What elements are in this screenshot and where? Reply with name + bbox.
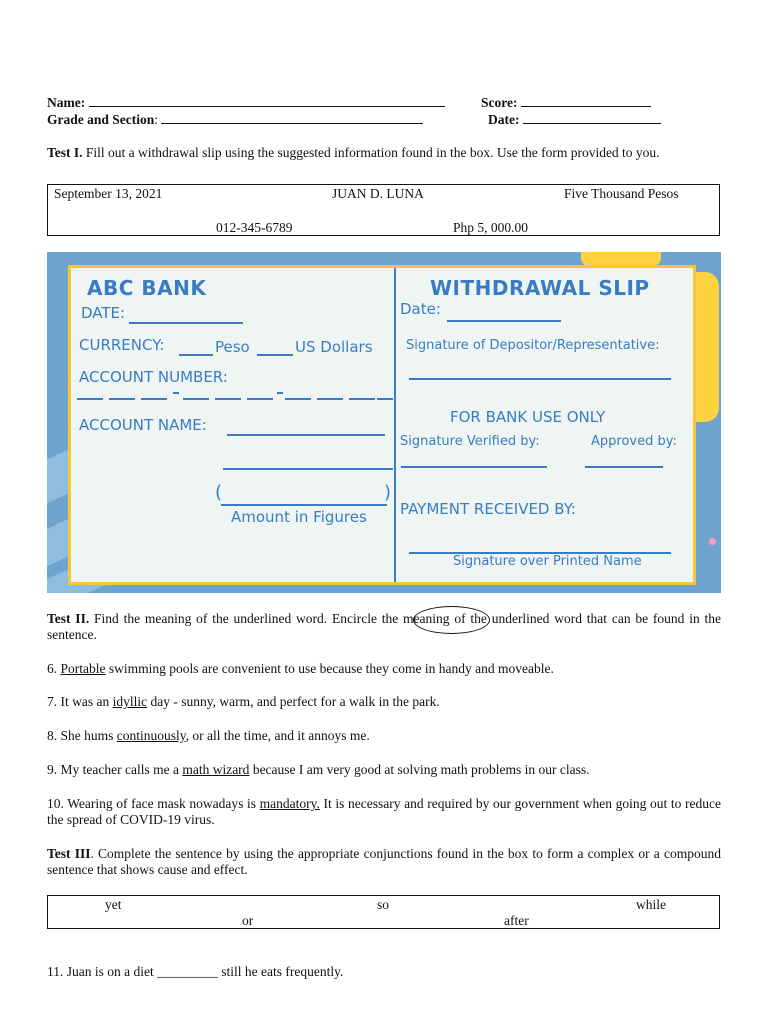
slip-divider [394,268,396,582]
underlined-word: math wizard [182,762,250,777]
test2-heading: Test II. [47,611,90,626]
account-name-line-1[interactable] [227,434,385,436]
slip-date-right-label: Date: [400,300,441,318]
payment-received-label: PAYMENT RECEIVED BY: [400,500,576,518]
currency-label: CURRENCY: [79,336,165,354]
signature-verified-label: Signature Verified by: [400,434,540,449]
date-row [488,111,661,128]
slip-date-right-line[interactable] [447,320,561,322]
currency-peso-blank[interactable] [179,354,213,356]
conjunction-yet: yet [105,897,122,912]
account-number-boxes[interactable] [77,398,393,402]
item-11: 11. Juan is on a diet _________ still he eats frequently. [47,964,344,979]
circled-phrase: the meaning [381,611,450,626]
conjunction-or: or [242,913,254,928]
info-date: September 13, 2021 [54,186,163,201]
approved-by-label: Approved by: [591,434,677,449]
grade-row: Grade and Section: [47,111,423,128]
grade-label: Grade and Section [47,112,155,127]
info-amount-words: Five Thousand Pesos [564,186,679,201]
date-field[interactable] [523,111,661,124]
currency-peso: Peso [215,338,250,356]
test1-instruction: Test I. Fill out a withdrawal slip using the suggested information found in the box. Use the form provided to you. [47,145,660,160]
item-6: 6. Portable swimming pools are convenient to use because they come in handy and moveable. [47,661,554,676]
item-7: 7. It was an idyllic day - sunny, warm, and perfect for a walk in the park. [47,694,440,709]
underlined-word: continuously [116,728,186,743]
score-row [481,94,651,111]
slip-date-left-label: DATE: [81,304,126,322]
account-number-label: ACCOUNT NUMBER: [79,368,228,386]
info-account-number: 012-345-6789 [216,220,293,235]
underlined-word: Portable [60,661,106,676]
underlined-word: mandatory. [259,796,320,811]
account-name-line-2[interactable] [223,468,393,470]
underlined-word: idyllic [112,694,148,709]
slip-date-left-line[interactable] [129,322,243,324]
amount-paren-close: ) [384,482,392,503]
conjunction-after: after [504,913,529,928]
name-field[interactable] [89,94,445,107]
amount-paren-open: ( [215,482,223,503]
grade-field[interactable] [161,111,423,124]
currency-usd: US Dollars [295,338,373,356]
info-amount-figures: Php 5, 000.00 [453,220,529,235]
name-row [47,94,445,111]
withdrawal-slip [68,265,696,585]
test2-instruction: Test II. Find the meaning of the underlined word. Encircle the meaning of the underlined word that can be found in the sentence. [47,611,722,642]
item-9: 9. My teacher calls me a math wizard because I am very good at solving math problems in our class. [47,762,590,777]
name-label: Name: [47,95,86,110]
example-circle [413,606,490,634]
info-name: JUAN D. LUNA [332,186,424,201]
signature-verified-line[interactable] [401,466,547,468]
slip-title: WITHDRAWAL SLIP [430,276,650,300]
conjunction-so: so [377,897,390,912]
item-10: 10. Wearing of face mask nowadays is mandatory. It is necessary and required by our government when going out to reduce the spread of COVID-19 virus. [47,796,721,827]
test3-heading: Test III [47,846,91,861]
info-box [47,184,720,236]
score-field[interactable] [521,94,651,107]
bank-name: ABC BANK [87,276,207,300]
signature-depositor-label: Signature of Depositor/Representative: [406,338,660,353]
bank-use-heading: FOR BANK USE ONLY [450,408,606,426]
signature-printed-label: Signature over Printed Name [453,554,642,569]
conjunction-while: while [636,897,666,912]
score-label: Score: [481,95,518,110]
item-8: 8. She hums continuously, or all the time, and it annoys me. [47,728,370,743]
test3-instruction: Test III. Complete the sentence by using the appropriate conjunctions found in the box to form a complex or a compound sentence that shows cause and effect. [47,846,721,877]
currency-usd-blank[interactable] [257,354,293,356]
account-name-label: ACCOUNT NAME: [79,416,207,434]
amount-figures-label: Amount in Figures [231,508,367,526]
test1-heading: Test I. [47,145,83,160]
conjunction-box [47,895,720,929]
amount-figures-line[interactable] [221,504,387,506]
signature-depositor-line[interactable] [409,378,671,380]
approved-by-line[interactable] [585,466,663,468]
date-label: Date: [488,112,520,127]
